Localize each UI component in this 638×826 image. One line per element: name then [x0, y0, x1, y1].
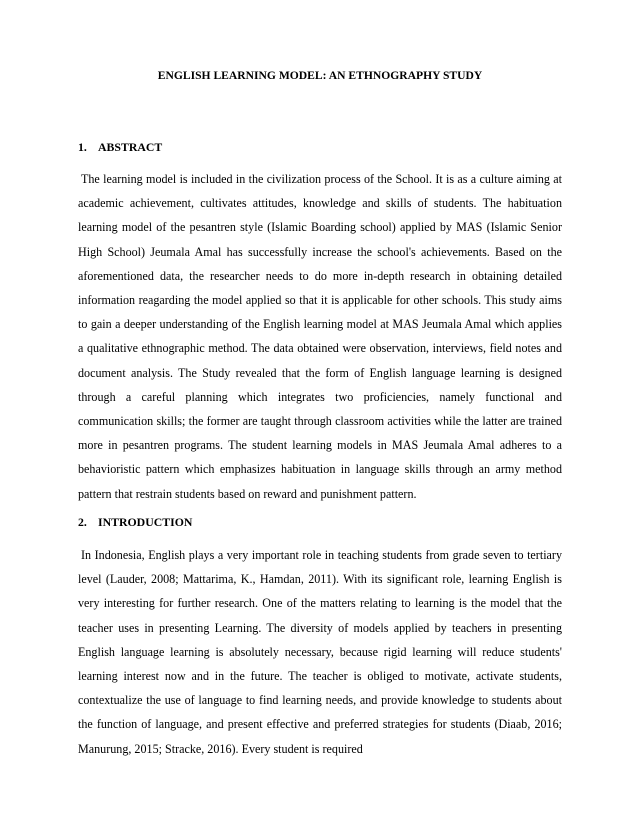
introduction-paragraph: In Indonesia, English plays a very important role in teaching students from grade seven to tertiary level (Lauder, 2008; Mattarima, K., Hamdan, 2011). With its significant role, learning English is very interesting for further research. One of the matters relating to learning is the model that the teacher uses in presenting Learning. The diversity of models applied by teachers in presenting English language learning is absolutely necessary, because rigid learning will reduce students' learning interest now and in the future. The teacher is obliged to motivate, activate students, contextualize the use of language to find learning needs, and provide knowledge to students about the function of language, and present effective and preferred strategies for students (Diaab, 2016; Manurung, 2015; Stracke, 2016). Every student is required [78, 548, 562, 756]
section-title: INTRODUCTION [98, 515, 193, 529]
paper-title: ENGLISH LEARNING MODEL: AN ETHNOGRAPHY STUDY [157, 69, 483, 82]
section-heading-introduction [78, 512, 192, 532]
section-number: 1. [78, 140, 87, 154]
section-title: ABSTRACT [98, 140, 163, 154]
section-number: 2. [78, 515, 87, 529]
section-heading-abstract [78, 137, 162, 157]
abstract-paragraph: The learning model is included in the civilization process of the School. It is as a culture aiming at academic achievement, cultivates attitudes, knowledge and skills of students. The habituation learning model of the pesantren style (Islamic Boarding school) applied by MAS (Islamic Senior High School) Jeumala Amal has successfully increase the school's achievements. Based on the aforementioned data, the researcher needs to do more in-depth research in obtaining detailed information reagarding the model applied so that it is applicable for other schools. This study aims to gain a deeper understanding of the English learning model at MAS Jeumala Amal which applies a qualitative ethnographic method. The data obtained were observation, interviews, field notes and document analysis. The Study revealed that the form of English language learning is designed through a careful planning which integrates two proficiencies, namely functional and communication skills; the former are taught through classroom activities while the latter are trained more in pesantren programs. The student learning models in MAS Jeumala Amal adheres to a behavioristic pattern which emphasizes habituation in language skills through an army method pattern that restrain students based on reward and punishment pattern. [78, 172, 562, 501]
